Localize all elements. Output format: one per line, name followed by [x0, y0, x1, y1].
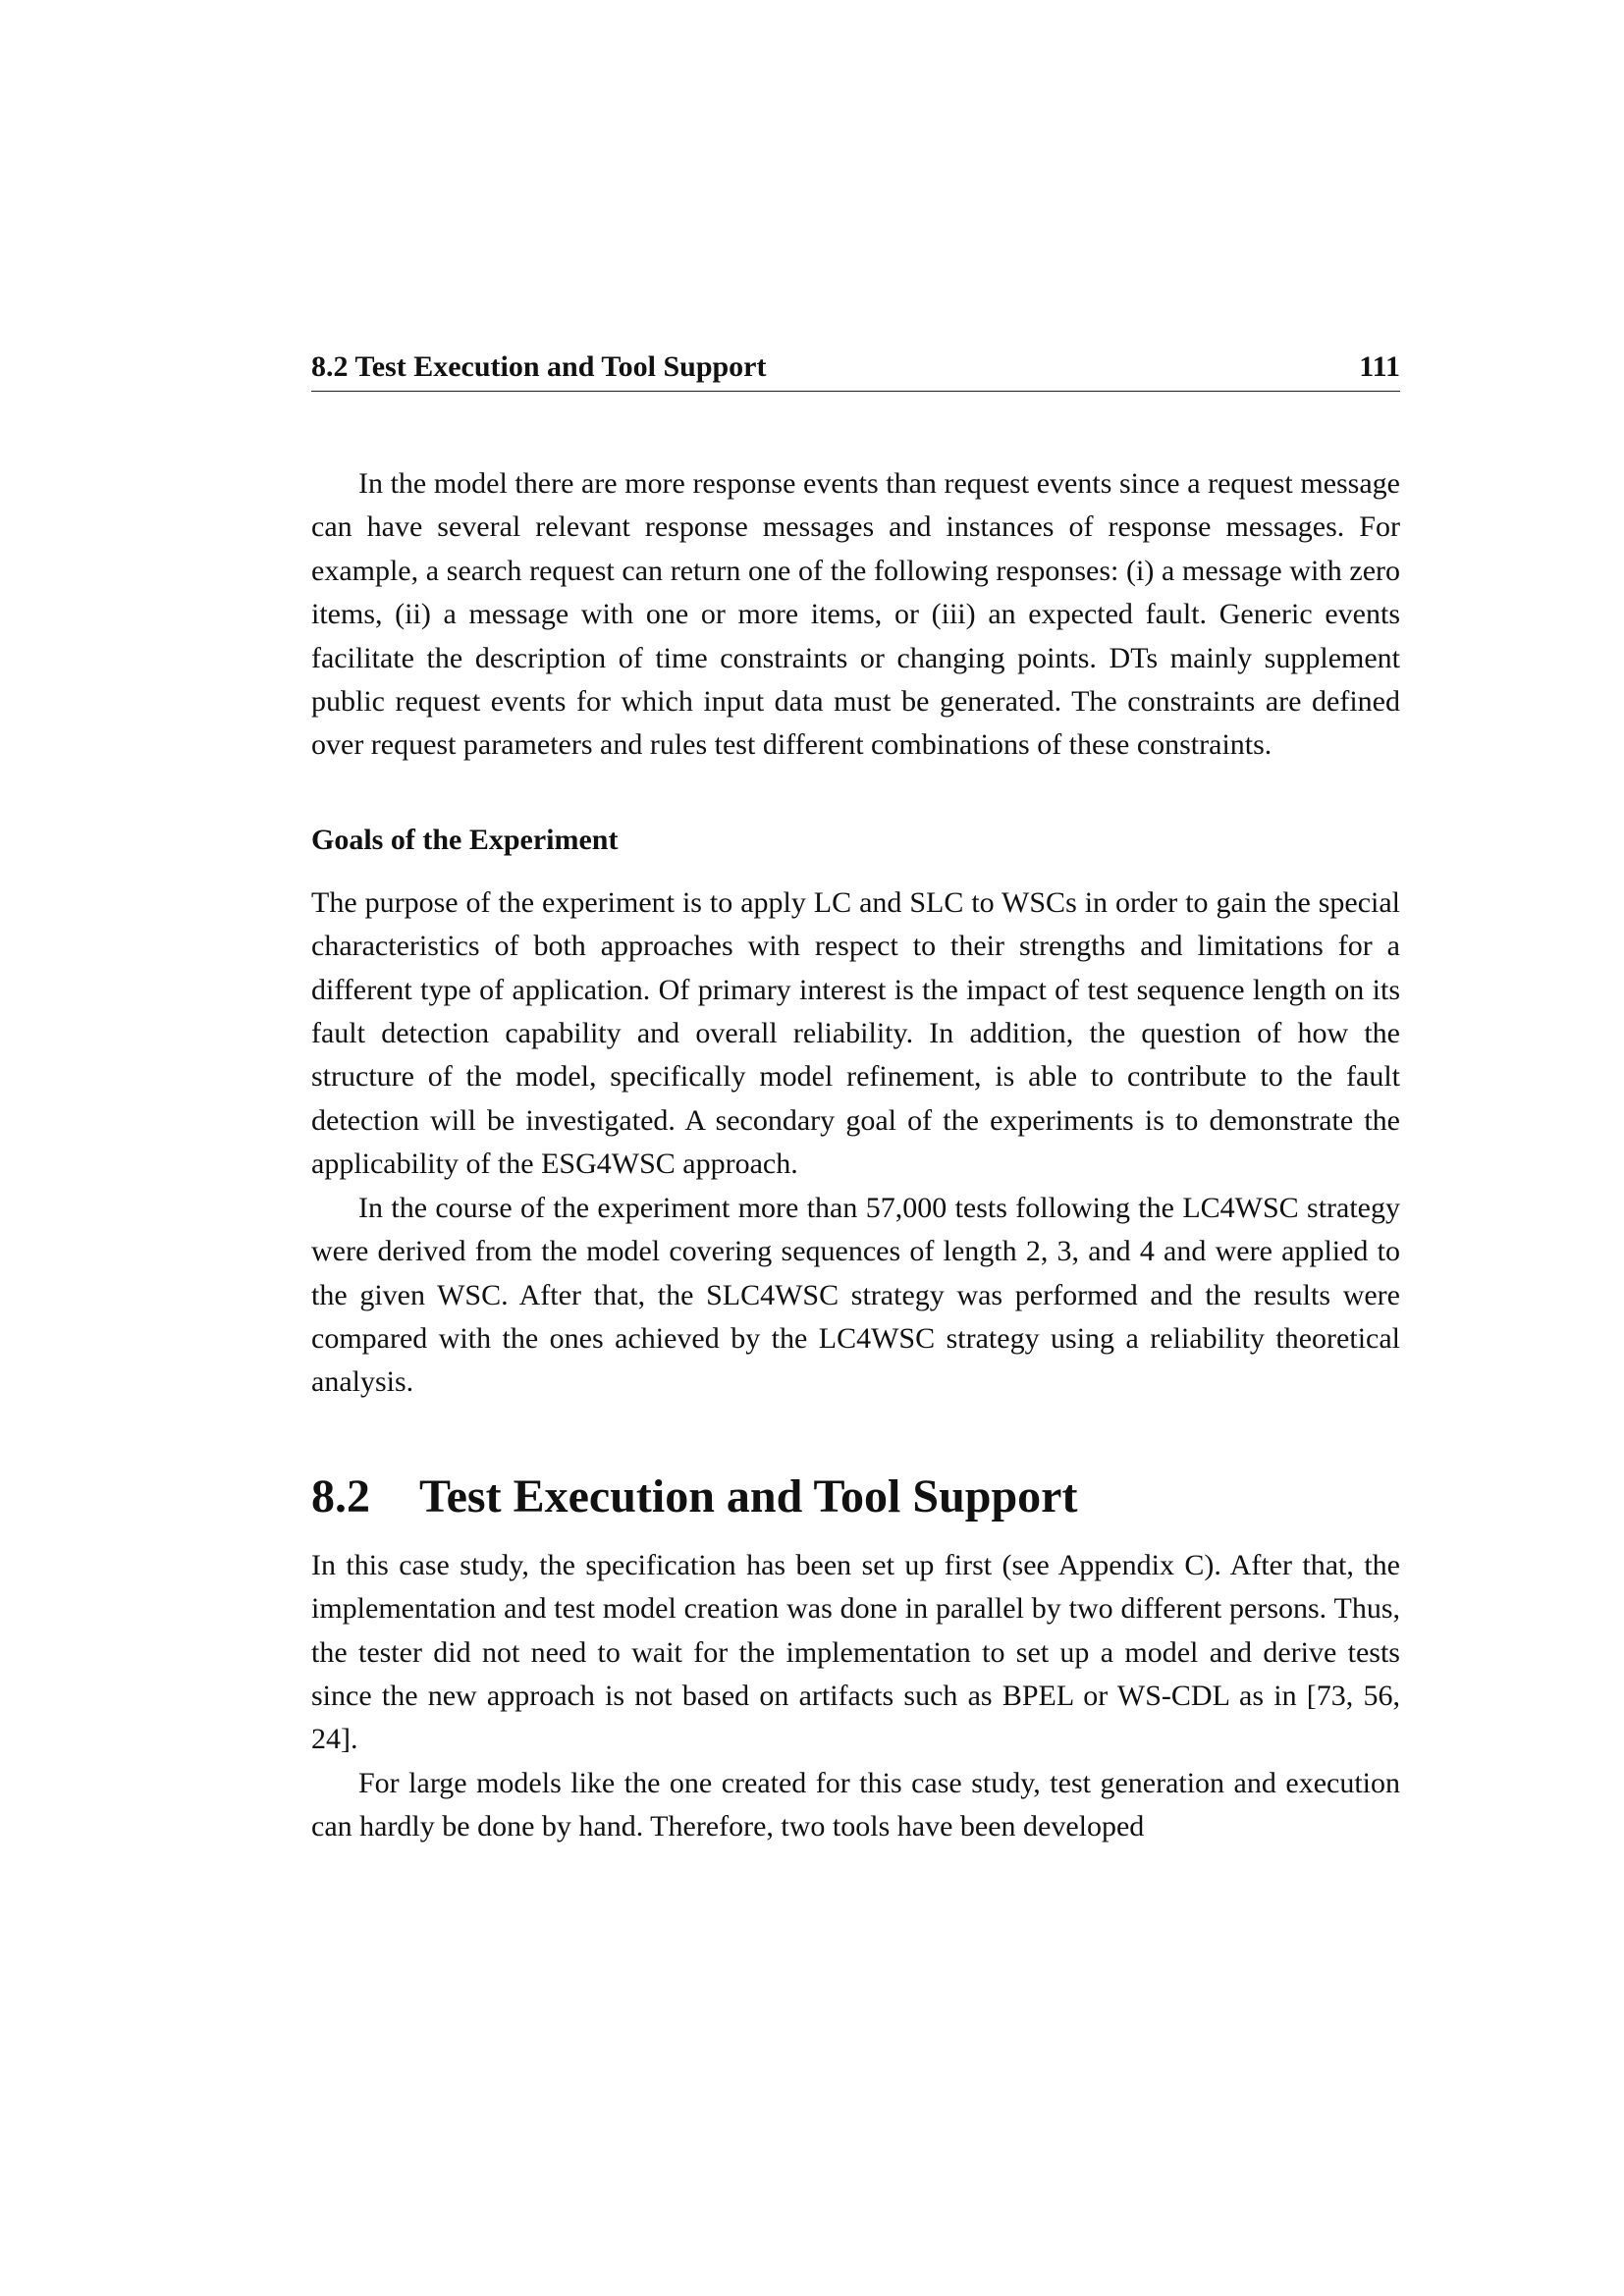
body-text — [311, 462, 1400, 1849]
subsection-heading-goals: Goals of the Experiment — [311, 823, 619, 856]
goals-paragraph-1: The purpose of the experiment is to apply LC and SLC to WSCs in order to gain the special characteristics of both approaches with respect to their strengths and limitations for a different type of application. Of primary interest is the impact of test sequence length on its fault detection capability and overall reliability. In addition, the question of how the structure of the model, specifically model refinement, is able to contribute to the fault detection will be investigated. A secondary goal of the experiments is to demonstrate the applicability of the ESG4WSC approach. — [311, 885, 1400, 1181]
running-header — [311, 349, 1400, 392]
section-paragraph-2: For large models like the one created for this case study, test generation and execution can hardly be done by hand. Therefore, two tools have been developed — [311, 1766, 1400, 1843]
section-number: 8.2 — [311, 1469, 370, 1522]
running-header-title: 8.2 Test Execution and Tool Support — [311, 350, 767, 383]
page — [311, 349, 1400, 1849]
section-paragraph-1: In this case study, the specification has been set up first (see Appendix C). After that, the implementation and test model creation was done in parallel by two different persons. Thus, the tester did not need to wait for the implementation to set up a model and derive tests since the new approach is not based on artifacts such as BPEL or WS-CDL as in [73, 56, 24]. — [311, 1548, 1400, 1756]
page-number: 111 — [1359, 350, 1400, 383]
section-heading — [311, 1468, 1400, 1526]
goals-paragraph-2: In the course of the experiment more than 57,000 tests following the LC4WSC strategy were derived from the model covering sequences of length 2, 3, and 4 and were applied to the given WSC. After that, the SLC4WSC strategy was performed and the results were compared with the ones achieved by the LC4WSC strategy using a reliability theoretical analysis. — [311, 1191, 1400, 1399]
intro-paragraph: In the model there are more response events than request events since a request message can have several relevant response messages and instances of response messages. For example, a search request can return one of the following responses: (i) a message with zero items, (ii) a message with one or more items, or (iii) an expected fault. Generic events facilitate the description of time constraints or changing points. DTs mainly supplement public request events for which input data must be generated. The constraints are defined over request parameters and rules test different combinations of these constraints. — [311, 467, 1400, 762]
section-title: Test Execution and Tool Support — [419, 1469, 1078, 1522]
